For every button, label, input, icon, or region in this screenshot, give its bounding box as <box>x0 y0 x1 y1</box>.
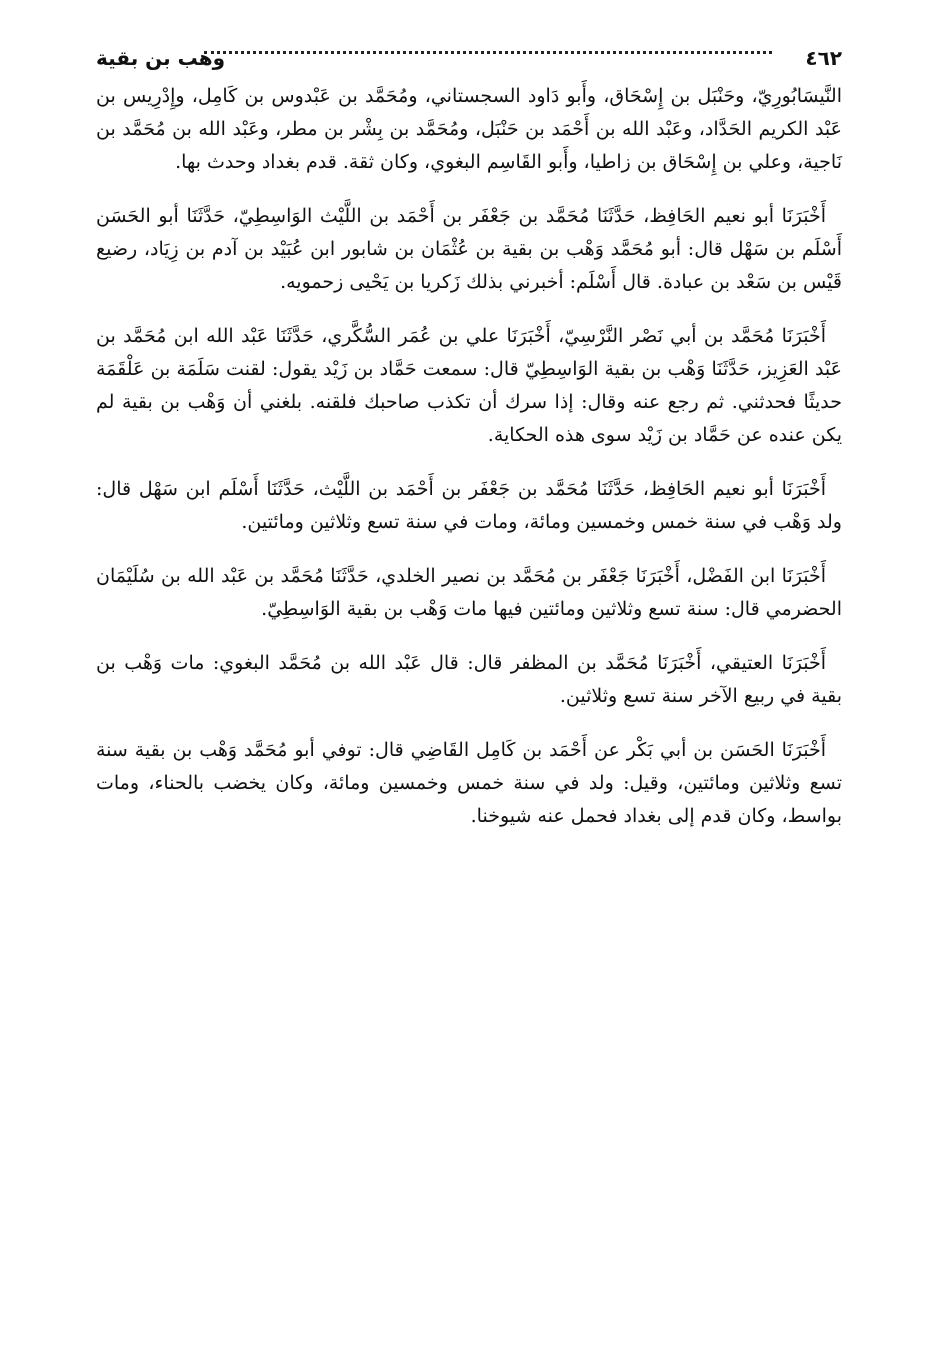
paragraph: أَخْبَرَنَا مُحَمَّد بن أبي نَصْر النَّرْسِيّ، أَخْبَرَنَا علي بن عُمَر السُّكَّري، حَدَّثَنَا عَبْد الله ابن مُحَمَّد بن عَبْد العَزِيز، حَدَّثَنَا وَهْب بن بقية الوَاسِطِيّ قال: سمعت حَمَّاد بن زَيْد يقول: لقنت سَلَمَة بن عَلْقَمَة حديثًا فحدثني. ثم رجع عنه وقال: إذا سرك أن تكذب صاحبك فلقنه. بلغني أن وَهْب بن بقية لم يكن عنده عن حَمَّاد بن زَيْد سوى هذه الحكاية. <box>96 325 842 446</box>
page-body <box>96 80 842 833</box>
paragraph: أَخْبَرَنَا الحَسَن بن أبي بَكْر عن أَحْمَد بن كَامِل القَاضِي قال: توفي أبو مُحَمَّد وَهْب بن بقية سنة تسع وثلاثين ومائتين، وقيل: ولد في سنة خمس وخمسين ومائة، وكان يخضب بالحناء، ومات بواسط، وكان قدم إلى بغداد فحمل عنه شيوخنا. <box>96 739 842 827</box>
paragraph: أَخْبَرَنَا العتيقي، أَخْبَرَنَا مُحَمَّد بن المظفر قال: قال عَبْد الله بن مُحَمَّد البغوي: مات وَهْب بن بقية في ربيع الآخر سنة تسع وثلاثين. <box>96 652 842 707</box>
running-title: وهب بن بقية <box>96 46 226 70</box>
paragraph: أَخْبَرَنَا أبو نعيم الحَافِظ، حَدَّثَنَا مُحَمَّد بن جَعْفَر بن أَحْمَد بن اللَّيْث، حَدَّثَنَا أَسْلَم ابن سَهْل قال: ولد وَهْب في سنة خمس وخمسين ومائة، ومات في سنة تسع وثلاثين ومائتين. <box>96 478 842 533</box>
header-dotted-leader <box>204 51 772 54</box>
paragraph: النَّيسَابُورِيّ، وحَنْبَل بن إِسْحَاق، وأَبو دَاود السجستاني، ومُحَمَّد بن عَبْدوس بن كَامِل، وإِدْرِيس بن عَبْد الكريم الحَدَّاد، وعَبْد الله بن أَحْمَد بن حَنْبَل، ومُحَمَّد بن بِشْر بن مطر، وعَبْد الله بن مُحَمَّد بن نَاجية، وعلي بن إِسْحَاق بن زاطيا، وأَبو القَاسِم البغوي، وكان ثقة. قدم بغداد وحدث بها. <box>96 85 843 173</box>
book-page <box>96 38 842 1338</box>
paragraph: أَخْبَرَنَا ابن الفَضْل، أَخْبَرَنَا جَعْفَر بن مُحَمَّد بن نصير الخلدي، حَدَّثَنَا مُحَمَّد بن عَبْد الله بن سُلَيْمَان الحضرمي قال: سنة تسع وثلاثين ومائتين فيها مات وَهْب بن بقية الوَاسِطِيّ. <box>96 565 842 620</box>
page-number: ٤٦٢ <box>805 46 842 70</box>
paragraph: أَخْبَرَنَا أبو نعيم الحَافِظ، حَدَّثَنَا مُحَمَّد بن جَعْفَر بن أَحْمَد بن اللَّيْث الوَاسِطِيّ، حَدَّثَنَا أبو الحَسَن أَسْلَم بن سَهْل قال: أبو مُحَمَّد وَهْب بن بقية بن عُثْمَان بن شابور ابن عُبَيْد بن آدم بن زِيَاد، رضيع قَيْس بن سَعْد بن عبادة. قال أَسْلَم: أخبرني بذلك زَكريا بن يَحْيى زحمويه. <box>96 205 842 293</box>
page-header <box>96 38 842 78</box>
